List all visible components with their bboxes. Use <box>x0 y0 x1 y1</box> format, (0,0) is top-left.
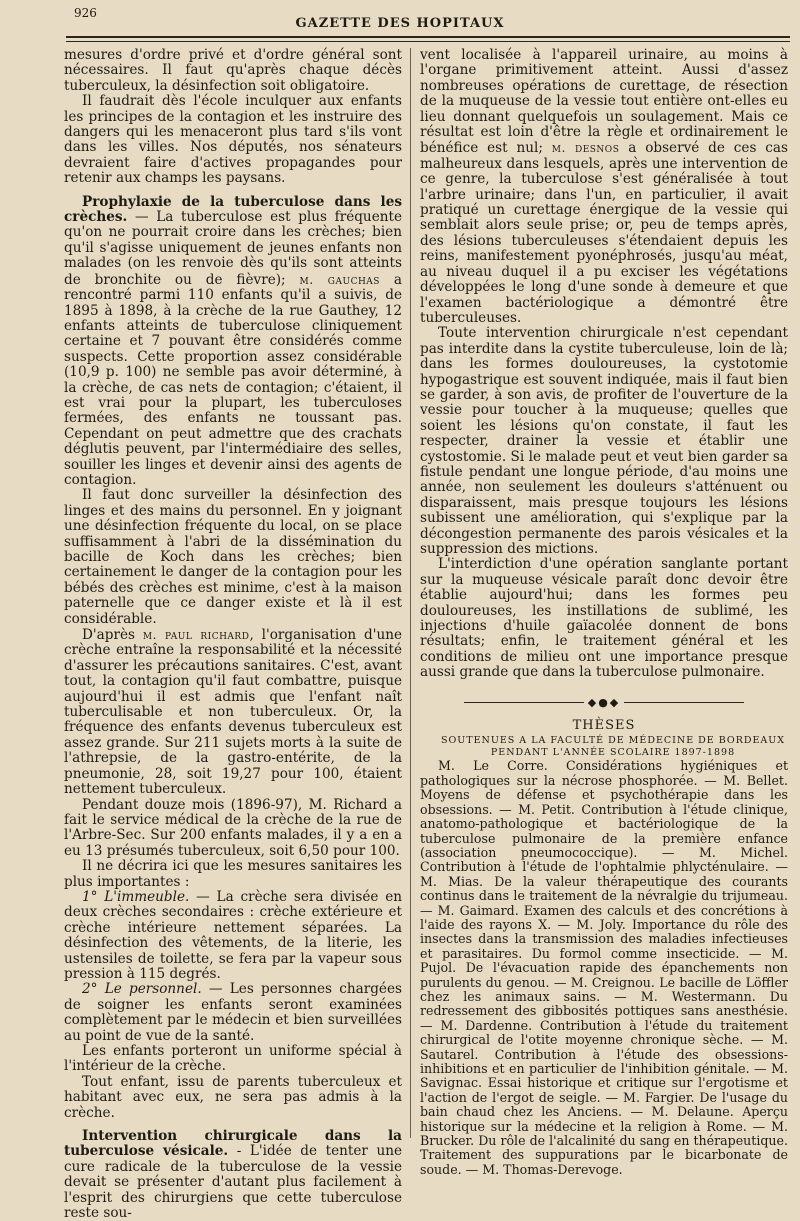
author-name: m. gauchas <box>299 271 380 287</box>
list-item <box>64 982 402 1044</box>
section-text: - L'idée de tenter une cure radicale de la tuberculose de la vessie devait se présenter d'autant plus facilement à l'esprit des chirurgiens que cette tuberculose reste sou- <box>64 1143 402 1221</box>
paragraph-text: vent localisée à l'appareil urinaire, au moins à l'organe primitivement atteint. Aussi d'assez nombreuses opérations de curettage, de résection de la muqueuse de la vessie tout entière ont-elles eu lieu donnant quelquefois un soulagement. Mais ce résultat est loin d'être la règle et ordinairement le bénéfice est nul; <box>420 47 788 157</box>
author-name: m. desnos <box>551 140 620 156</box>
paragraph-text: a observé de ces cas malheureux dans lesquels, après une intervention de ce genre, la tuberculose s'est généralisée à tout l'arbre urinaire; dans l'un, en particulier, il avait pratiqué un curettage énergique de la vessie qui semblait alors seule prise; or, peu de temps après, des lésions tuberculeuses s'étendaient depuis les reins, manifestement pyonéphrosés, jusqu'au méat, au niveau duquel il a pu exciser les végétations développées le long d'une sonde à demeure et que l'examen bactériologique a démontré être tuberculeuses. <box>420 140 788 326</box>
paragraph <box>64 627 402 797</box>
theses-subheading: PENDANT L'ANNÉE SCOLAIRE 1897-1898 <box>490 747 736 759</box>
section-vesicale <box>64 1129 402 1221</box>
paragraph: L'interdiction d'une opération sanglante portant sur la muqueuse vésicale paraît donc devoir être établie aujourd'hui; dans les formes peu douloureuses, les instillations de sublimé, les injections d'huile gaïacolée donnent de bons résultats; enfin, le traitement général et les conditions de milieu ont une importance presque aussi grande que dans la tuberculose pulmonaire. <box>420 556 788 681</box>
list-item <box>64 890 402 982</box>
paragraph <box>420 48 788 326</box>
theses-subheading: SOUTENUES A LA FACULTÉ DE MÉDECINE DE BORDEAUX <box>440 735 786 747</box>
paragraph: Il ne décrira ici que les mesures sanitaires les plus importantes : <box>64 858 402 890</box>
theses-heading: THÈSES <box>572 718 636 734</box>
section-title: Intervention chirurgicale dans la tuberculose vésicale. <box>64 1128 402 1160</box>
page-number: 926 <box>74 6 97 20</box>
list-text: — Les personnes chargées de soigner les enfants seront examinées complètement par le médecin et bien surveillées au point de vue de la santé. <box>64 981 402 1044</box>
running-title: GAZETTE DES HOPITAUX <box>295 16 505 31</box>
header-rule-thick <box>66 36 790 38</box>
paragraph: Il faudrait dès l'école inculquer aux enfants les principes de la contagion et les instruire des dangers qui les menaceront plus tard s'ils vont dans les villes. Nos députés, nos sénateurs devraient faire d'actives propagandes pour retenir aux champs les paysans. <box>64 93 402 187</box>
section-text: — La tuberculose est plus fréquente qu'on ne pourrait croire dans les crèches; bien qu'il s'agisse uniquement de jeunes enfants non malades (on les renvoie dès qu'ils sont atteints de bronchite ou de fièvre); <box>64 209 402 288</box>
author-name: m. paul richard <box>142 627 250 643</box>
section-text: a rencontré parmi 110 enfants qu'il a suivis, de 1895 à 1898, à la crèche de la rue Gauthey, 12 enfants atteints de tuberculose cliniquement certaine et 7 pouvant être considérés comme suspects. Cette proportion assez considérable (10,9 p. 100) ne semble pas avoir déterminé, à la crèche, de cas nets de contagion; c'étaient, il est vrai pour la plupart, les tuberculoses fermées, des enfants ne toussant pas. Cependant on peut admettre que des crachats déglutis peuvent, par l'intermédiaire des selles, souiller les linges et devenir ainsi des agents de contagion. <box>64 271 402 488</box>
paragraph: mesures d'ordre privé et d'ordre général sont nécessaires. Il faut qu'après chaque décès tuberculeux, la désinfection soit obligatoire. <box>64 47 402 94</box>
theses-list: M. Le Corre. Considérations hygiéniques et pathologiques sur la nécrose phosphorée. — M. Bellet. Moyens de défense et psychothérapie dans les obsessions. — M. Petit. Contribution à l'étude clinique, anatomo-pathologique et bactériologique de la tuberculose pulmonaire de la première enfance (association pneumococcique). — M. Michel. Contribution à l'étude de l'ophtalmie phlycténulaire. — M. Mias. De la valeur thérapeutique des courants continus dans le traitement de la névralgie du trijumeau. — M. Gaimard. Examen des calculs et des concrétions à l'aide des rayons X. — M. Joly. Importance du rôle des insectes dans la transmission des maladies infectieuses et parasitaires. Du formol comme insecticide. — M. Pujol. De l'évacuation rapide des épanchements non purulents du genou. — M. Creignou. Le bacille de Löffler chez les animaux sains. — M. Westermann. Du redressement des gibbosités pottiques sans anesthésie. — M. Dardenne. Contribution à l'étude du traitement chirurgical de l'otite moyenne chronique sèche. — M. Sautarel. Contribution à l'étude des obsessions-inhibitions et en particulier de l'inhibition génitale. — M. Savignac. Essai historique et critique sur l'ergotisme et l'action de l'ergot de seigle. — M. Fargier. De l'usage du bain chaud chez les Anciens. — M. Delaune. Aperçu historique sur la médecine et la religion à Rome. — M. Brucker. Du rôle de l'alcalinité du sang en thérapeutique. Traitement des suppurations par le bicarbonate de soude. — M. Thomas-Derevoge. <box>420 758 788 1177</box>
paragraph: Toute intervention chirurgicale n'est cependant pas interdite dans la cystite tuberculeuse, loin de là; dans les formes douloureuses, la cystotomie hypogastrique est souvent indiquée, mais il faut bien se garder, à son avis, de profiter de l'ouverture de la vessie pour toucher à la muqueuse; quelles que soient les lésions qu'on constate, il faut les respecter, drainer la vessie et établir une cystostomie. Si le malade peut et veut bien garder sa fistule pendant une longue période, d'au moins une année, non seulement les douleurs s'atténuent ou disparaissent, mais presque toujours les lésions subissent une amélioration, qui s'explique par la décongestion permanente des parois vésicales et la suppression des mictions. <box>420 325 788 557</box>
column-divider <box>410 48 411 1138</box>
paragraph: Il faut donc surveiller la désinfection des linges et des mains du personnel. En y joignant une désinfection fréquente du local, on se place suffisamment à l'abri de la dissémination du bacille de Koch dans les crèches; bien certainement le danger de la contagion pour les bébés des crèches est minime, c'est à la maison paternelle que ce danger existe et là il est considérable. <box>64 487 402 627</box>
list-lead: 1° L'immeuble. <box>82 888 190 905</box>
section-title: Prophylaxie de la tuberculose dans les crèches. <box>64 193 402 226</box>
right-column <box>420 48 788 1177</box>
list-lead: 2° Le personnel. <box>82 981 202 998</box>
left-column <box>64 48 402 1221</box>
paragraph-text: D'après <box>82 627 143 644</box>
paragraph: Tout enfant, issu de parents tuberculeux et habitant avec eux, ne sera pas admis à la crèche. <box>64 1073 402 1121</box>
paragraph: Pendant douze mois (1896-97), M. Richard a fait le service médical de la crèche de la rue de l'Arbre-Sec. Sur 200 enfants malades, il y a en a eu 13 présumés tuberculeux, soit 6,50 pour 100. <box>64 796 402 859</box>
section-ornament: ◆●◆ <box>420 695 788 710</box>
section-crèches <box>64 195 402 489</box>
header-rule-thin <box>66 41 790 42</box>
paragraph-text: , l'organisation d'une crèche entraîne la responsabilité et la nécessité d'assurer les précautions sanitaires. C'est, avant tout, la contagion qu'il faut combattre, puisque aujourd'hui il est admis que l'enfant naît tuberculisable et non tuberculeux. Or, la fréquence des enfants devenus tuberculeux est assez grande. Sur 211 sujets morts à la suite de l'athrepsie, de la gastro-entérite, de la pneumonie, 28, soit 19,27 pour 100, étaient nettement tuberculeux. <box>64 627 402 798</box>
paragraph: Les enfants porteront un uniforme spécial à l'intérieur de la crèche. <box>64 1043 402 1075</box>
list-text: — La crèche sera divisée en deux crèches secondaires : crèche extérieure et crèche intérieure nettement séparées. La désinfection des vêtements, de la literie, les ustensiles de toilette, se fera par la vapeur sous pression à 115 degrés. <box>64 888 402 982</box>
